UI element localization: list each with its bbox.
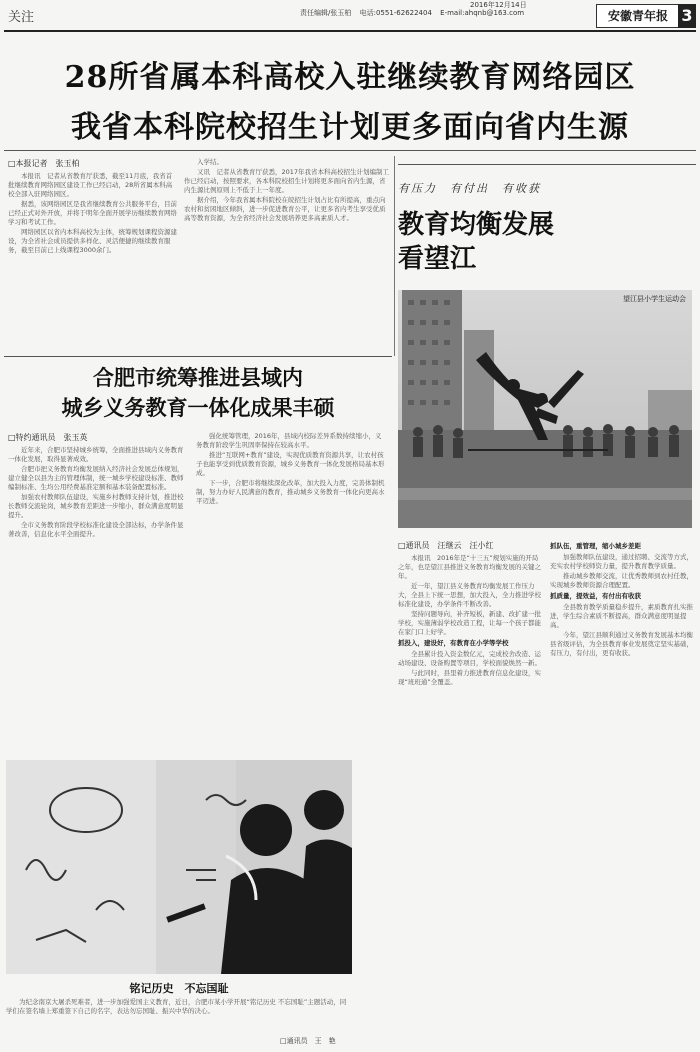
paragraph: 强化统筹管理，2016年，县域内校际差异系数持续缩小，义务教育阶段学生巩固率保持在较高水平。 bbox=[196, 432, 382, 449]
paragraph: 加强农村教师队伍建设，实施乡村教师支持计划，推进校长教师交流轮岗，城乡教育差距进一步缩小，群众满意度明显提升。 bbox=[8, 493, 184, 519]
paragraph: 今年，望江县顺利通过义务教育发展基本均衡县省级评估，为全县教育事业发展奠定坚实基础，有压力，有付出，更有收获。 bbox=[550, 631, 693, 657]
paragraph: 近一年，望江县义务教育均衡发展工作压力大，全县上下统一思想，加大投入，全力推进学校标准化建设，办学条件不断改善。 bbox=[398, 582, 541, 608]
paragraph: 本报讯 2016年是“十三五”规划实施的开局之年，也是望江县推进义务教育均衡发展的关键之年。 bbox=[398, 554, 541, 580]
paragraph: 下一步，合肥市将继续深化改革，加大投入力度，完善体制机制，努力办好人民满意的教育，推动城乡义务教育一体化向更高水平迈进。 bbox=[196, 479, 385, 505]
lead-headline-2: 我省本科院校招生计划更多面向省内生源 bbox=[71, 110, 629, 145]
story2-column-2 bbox=[196, 432, 386, 746]
lead-column-2 bbox=[184, 158, 390, 352]
signature-wall-image bbox=[6, 760, 352, 974]
headline-rule bbox=[4, 150, 696, 151]
paragraph: 全县累计投入资金数亿元，完成校舍改造、运动场建设、设备购置等项目，学校面貌焕然一新。 bbox=[398, 650, 541, 667]
athletics-photo bbox=[398, 290, 692, 528]
story3-byline: □通讯员 汪继云 汪小红 bbox=[398, 541, 494, 550]
newspaper-logo: 安徽青年报 bbox=[596, 4, 680, 28]
paragraph: 本报讯 记者从省教育厅获悉，截至11月底，我省首批继续教育网络园区建设工作已经启动，28所省属本科高校全部入驻网络园区。 bbox=[8, 172, 173, 198]
paragraph: 据介绍，今年我省属本科院校在皖招生计划占比有所提高，重点向农村和贫困地区倾斜，进一步促进教育公平，让更多省内考生享受优质高等教育资源，为全省经济社会发展培养更多高素质人才。 bbox=[184, 196, 386, 222]
paragraph: 全市义务教育阶段学校标准化建设全部达标，办学条件显著改善，信息化水平全面提升。 bbox=[8, 521, 184, 538]
masthead-email: E-mail:ahqnb@163.com bbox=[440, 9, 525, 17]
subsection-heading: 抓投入，建设好，有教育在小学等学校 bbox=[398, 639, 509, 647]
paragraph: 据悉，该网络园区是我省继续教育公共服务平台，目前已经正式对外开放，并将于明年全面开展学历继续教育网络学习和考试工作。 bbox=[8, 200, 177, 226]
paragraph: 推动城乡教师交流，让优秀教师到农村任教，实现城乡教师资源合理配置。 bbox=[550, 572, 693, 589]
masthead-date: 2016年12月14日 bbox=[470, 1, 527, 9]
story2-column-1 bbox=[8, 446, 188, 746]
paragraph: 坚持问题导向，补齐短板，新建、改扩建一批学校，实施薄弱学校改造工程，让每一个孩子都能在家门口上好学。 bbox=[398, 610, 541, 636]
story2-headline-1: 合肥市统筹推进县域内 bbox=[93, 365, 303, 390]
story2-rule bbox=[4, 356, 392, 357]
story3-column-2 bbox=[550, 540, 694, 1044]
page-number: 3 bbox=[678, 4, 696, 28]
story3-headline-1: 教育均衡发展 bbox=[398, 210, 555, 240]
section-label: 关注 bbox=[8, 10, 35, 25]
paragraph: 又讯 记者从省教育厅获悉，2017年我省本科高校招生计划编制工作已经启动，按照要求，各本科院校招生计划将更多面向省内生源，省内生源比例原则上不低于上一年度。 bbox=[184, 168, 390, 194]
athletics-photo-image bbox=[398, 290, 692, 528]
masthead-editor: 责任编辑/张玉柏 bbox=[300, 9, 352, 17]
masthead-phone: 电话:0551-62622404 bbox=[359, 9, 432, 17]
paragraph: 近年来，合肥市坚持城乡统筹，全面推进县域内义务教育一体化发展，取得显著成效。 bbox=[8, 446, 184, 463]
paragraph: 推进“互联网+教育”建设，实现优质教育资源共享，让农村孩子也能享受到优质教育资源，城乡义务教育一体化发展格局基本形成。 bbox=[196, 451, 385, 477]
masthead-rule bbox=[4, 30, 696, 32]
column-divider bbox=[394, 156, 395, 356]
story3-tagline: 有压力 有付出 有收获 bbox=[398, 182, 541, 195]
photo-label: 望江县小学生运动会 bbox=[623, 295, 686, 303]
paragraph: 网络园区以省内本科高校为主体，统筹规划课程资源建设，为全省社会成员提供多样化、灵活便捷的继续教育服务，截至目前已上线课程3000余门。 bbox=[8, 228, 177, 254]
bottom-photo-body bbox=[6, 998, 352, 1034]
story3-headline-2: 看望江 bbox=[398, 244, 477, 274]
paragraph: 合肥市把义务教育均衡发展纳入经济社会发展总体规划，建立健全以县为主的管理体制，统一城乡学校建设标准、教师编制标准、生均公用经费基准定额和基本装备配置标准。 bbox=[8, 465, 184, 491]
subsection-heading: 抓队伍，重管理，缩小城乡差距 bbox=[550, 542, 641, 550]
story3-column-1 bbox=[398, 554, 544, 1044]
paragraph: 入学结。 bbox=[197, 158, 223, 166]
story3-rule bbox=[398, 164, 696, 165]
paragraph: 为纪念南京大屠杀死难者，进一步加强爱国主义教育，近日，合肥市某小学开展“铭记历史 不忘国耻”主题活动，同学们在签名墙上郑重签下自己的名字，表达勿忘国耻、振兴中华的决心。 bbox=[6, 998, 347, 1015]
paragraph: 全县教育教学质量稳步提升，素质教育扎实推进，学生综合素质不断提高，群众满意度明显提高。 bbox=[550, 603, 693, 629]
bottom-photo-caption: 铭记历史 不忘国耻 bbox=[129, 982, 229, 995]
lead-column-1 bbox=[8, 172, 178, 352]
lead-headline-1: 28所省属本科高校入驻继续教育网络园区 bbox=[64, 60, 636, 95]
subsection-heading: 抓质量，提效益，有付出有收获 bbox=[550, 592, 641, 600]
bottom-photo-credit: □通讯员 王 艳 bbox=[280, 1037, 336, 1045]
paragraph: 加强教师队伍建设，通过招聘、交流等方式，充实农村学校师资力量，提升教育教学质量。 bbox=[550, 553, 693, 570]
paragraph: 与此同时，县里着力推进教育信息化建设，实现“班班通”全覆盖。 bbox=[398, 669, 541, 686]
lead-byline: □本报记者 张玉柏 bbox=[8, 159, 80, 168]
story2-byline: □特约通讯员 张玉英 bbox=[8, 433, 88, 442]
story2-headline-2: 城乡义务教育一体化成果丰硕 bbox=[61, 395, 335, 420]
signature-wall-photo bbox=[6, 760, 352, 974]
